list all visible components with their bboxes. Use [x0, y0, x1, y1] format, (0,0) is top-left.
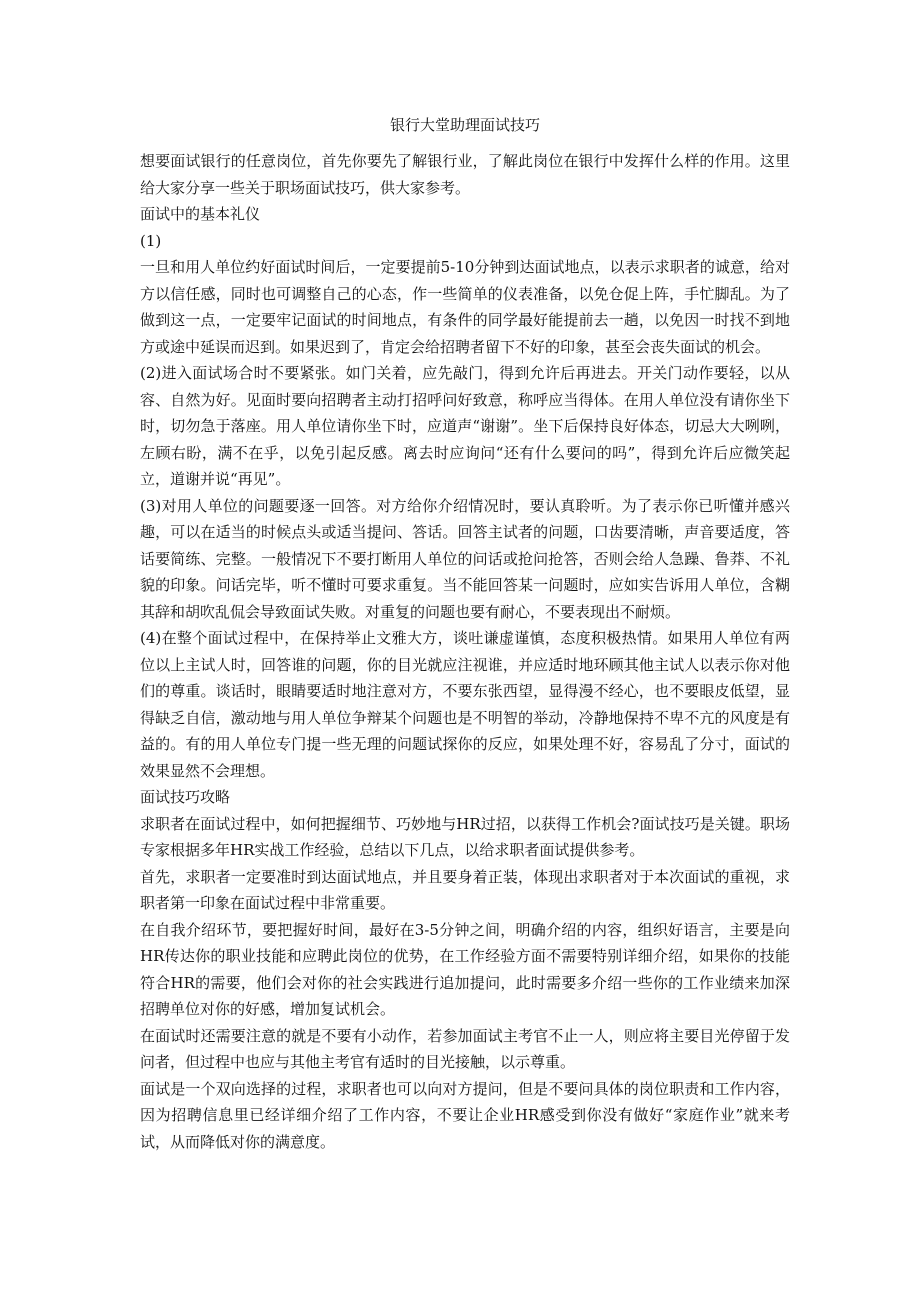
- section-heading-etiquette: 面试中的基本礼仪: [140, 205, 261, 223]
- paragraph-eye-contact: 在面试时还需要注意的就是不要有小动作，若参加面试主考官不止一人，则应将主要目光停留于发问者，但过程中也应与其他主考官有适时的目光接触，以示尊重。: [140, 1026, 790, 1071]
- paragraph-on-time: 首先，求职者一定要准时到达面试地点，并且要身着正装，体现出求职者对于本次面试的重视，求职者第一印象在面试过程中非常重要。: [140, 867, 790, 912]
- paragraph-demeanor: (4)在整个面试过程中，在保持举止文雅大方，谈吐谦虚谨慎，态度积极热情。如果用人单位有两位以上主试人时，回答谁的问题，你的目光就应注视谁，并应适时地环顾其他主试人以表示你对他们的尊重。谈话时，眼睛要适时地注意对方，不要东张西望，显得漫不经心，也不要眼皮低望，显得缺乏自信，激动地与用人单位争辩某个问题也是不明智的举动，冷静地保持不卑不亢的风度是有益的。有的用人单位专门提一些无理的问题试探你的反应，如果处理不好，容易乱了分寸，面试的效果显然不会理想。: [140, 629, 790, 780]
- paragraph-self-intro: 在自我介绍环节，要把握好时间，最好在3-5分钟之间，明确介绍的内容，组织好语言，主要是向HR传达你的职业技能和应聘此岗位的优势，在工作经验方面不需要特别详细介绍，如果你的技能符合HR的需要，他们会对你的社会实践进行追加提问，此时需要多介绍一些你的工作业绩来加深招聘单位对你的好感，增加复试机会。: [140, 920, 790, 1018]
- paragraph-punctuality: 一旦和用人单位约好面试时间后，一定要提前5-10分钟到达面试地点，以表示求职者的诚意，给对方以信任感，同时也可调整自己的心态，作一些简单的仪表准备，以免仓促上阵，手忙脚乱。为了做到这一点，一定要牢记面试的时间地点，有条件的同学最好能提前去一趟，以免因一时找不到地方或途中延误而迟到。如果迟到了，肯定会给招聘者留下不好的印象，甚至会丧失面试的机会。: [140, 258, 790, 356]
- document-title: 银行大堂助理面试技巧: [389, 116, 540, 134]
- paragraph-asking-questions: 面试是一个双向选择的过程，求职者也可以向对方提问，但是不要问具体的岗位职责和工作内容，因为招聘信息里已经详细介绍了工作内容，不要让企业HR感受到你没有做好“家庭作业”就来考试，从而降低对你的满意度。: [140, 1079, 790, 1151]
- document-page: [140, 112, 790, 1155]
- paragraph-entering: (2)进入面试场合时不要紧张。如门关着，应先敲门，得到允许后再进去。开关门动作要轻，以从容、自然为好。见面时要向招聘者主动打招呼问好致意，称呼应当得体。在用人单位没有请你坐下时，切勿急于落座。用人单位请你坐下时，应道声“谢谢”。坐下后保持良好体态，切忌大大咧咧，左顾右盼，满不在乎，以免引起反感。离去时应询问“还有什么要问的吗”，得到允许后应微笑起立，道谢并说“再见”。: [140, 364, 790, 488]
- intro-paragraph: 想要面试银行的任意岗位，首先你要先了解银行业，了解此岗位在银行中发挥什么样的作用。这里给大家分享一些关于职场面试技巧，供大家参考。: [140, 152, 790, 197]
- list-marker-1: (1): [140, 231, 162, 250]
- section-heading-strategy: 面试技巧攻略: [140, 788, 231, 806]
- paragraph-answering: (3)对用人单位的问题要逐一回答。对方给你介绍情况时，要认真聆听。为了表示你已听懂并感兴趣，可以在适当的时候点头或适当提问、答话。回答主试者的问题，口齿要清晰，声音要适度，答话要简练、完整。一般情况下不要打断用人单位的问话或抢问抢答，否则会给人急躁、鲁莽、不礼貌的印象。问话完毕，听不懂时可要求重复。当不能回答某一问题时，应如实告诉用人单位，含糊其辞和胡吹乱侃会导致面试失败。对重复的问题也要有耐心，不要表现出不耐烦。: [140, 496, 790, 621]
- paragraph-strategy-intro: 求职者在面试过程中，如何把握细节、巧妙地与HR过招，以获得工作机会?面试技巧是关键。职场专家根据多年HR实战工作经验，总结以下几点，以给求职者面试提供参考。: [140, 814, 790, 859]
